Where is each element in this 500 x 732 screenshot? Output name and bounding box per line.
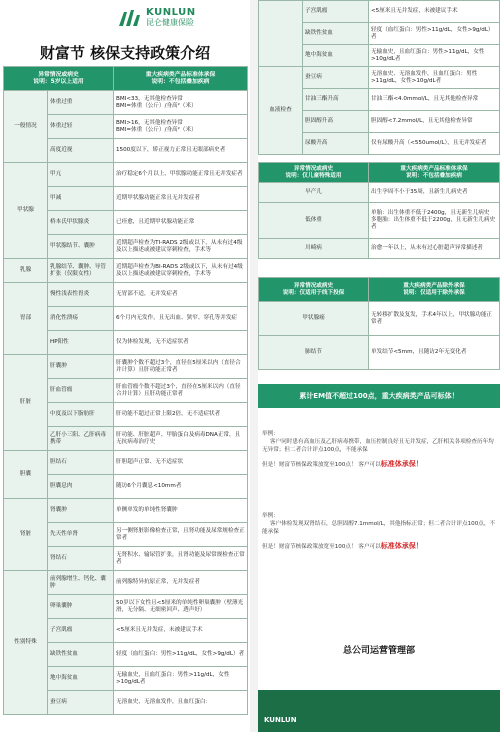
policy-cell: 仅为体检发现，无不适症状者: [114, 331, 248, 355]
condition-cell: 肾结石: [48, 547, 114, 571]
condition-cell: 蚕豆病: [48, 691, 114, 715]
example-2-lead: 但是！财富节核保政策放宽至100点！ 客户可以: [262, 544, 381, 550]
condition-cell: 缺铁性贫血: [48, 643, 114, 667]
policy-cell: 已痊愈，且近期甲状腺功能正常: [114, 211, 248, 235]
condition-cell: 甲状腺结节、囊肿: [48, 235, 114, 259]
example-1-text: 客户同时患有高血压及乙肝病毒携带，血压控制良好且无并发症，乙肝相关各项检查历年均无异常；但二者合计评点100点，不能承保: [262, 439, 494, 453]
page-title: 财富节 核保支持政策介绍: [39, 44, 211, 62]
brand-name: KUNLUN: [146, 7, 196, 18]
policy-cell: 无胃部不适，无并发症者: [114, 283, 248, 307]
policy-cell: 无转移扩散及复发，手术4年以上，甲状腺功能正常者: [369, 302, 500, 336]
policy-cell: 甘油三酯<4.0mmol/L，且无其他检查异常: [369, 89, 500, 111]
condition-cell: 甲减: [48, 187, 114, 211]
example-2-label: 举例：: [262, 513, 279, 519]
condition-cell: 体重过轻: [48, 115, 114, 139]
exclusion-table-grid: [258, 277, 500, 370]
condition-cell: 慢性浅表性胃炎: [48, 283, 114, 307]
table-row: [4, 163, 248, 187]
example-2-text: 客户体检发现双肾结石，总胆固醇7.1mmol/L，其他指标正常；但二者合计评点100点，不能承保: [262, 521, 496, 535]
condition-cell: 卵巢囊肿: [48, 595, 114, 619]
category-cell: 胃部: [4, 283, 48, 355]
condition-cell: 体重过重: [48, 91, 114, 115]
category-cell: 一般情况: [4, 91, 48, 163]
policy-table-continued-grid: [258, 0, 500, 155]
table-row: [4, 91, 248, 115]
category-cell: 甲状腺: [4, 163, 48, 259]
table-row: [259, 1, 500, 23]
condition-cell: 肝血管瘤: [48, 379, 114, 403]
condition-cell: 前列腺增生、钙化、囊肿: [48, 571, 114, 595]
condition-cell: 胆固醇升高: [303, 111, 369, 133]
policy-cell: 胆固醇<7.2mmol/L，且无其他检查异常: [369, 111, 500, 133]
table-header-row: [259, 278, 500, 302]
example-1: [262, 430, 496, 469]
footer-logo: KUNLUN: [264, 716, 297, 724]
policy-cell: 单侧单发的单纯性肾囊肿: [114, 499, 248, 523]
condition-cell: 子宫肌瘤: [303, 1, 369, 23]
category-cell: [259, 1, 303, 67]
condition-cell: 中度及以下脂肪肝: [48, 403, 114, 427]
em-banner: 累计EM值不超过100点，重大疾病类产品可标体！: [258, 384, 500, 408]
policy-cell: 另一侧肾脏影像检查正常，且肾功能及尿常规检查正常者: [114, 523, 248, 547]
policy-table: [3, 66, 248, 715]
policy-cell: 无输血史，且血红蛋白：男性>11g/dL，女性>10g/dL者: [114, 667, 248, 691]
table-row: [4, 571, 248, 595]
example-2-conclusion: [262, 542, 496, 551]
policy-cell: <5厘米且无并发症，未被建议手术: [369, 1, 500, 23]
table-row: [259, 239, 500, 259]
header-policy: 重大疾病类产品除外承保 说明：仅适用于除外承保: [369, 278, 500, 302]
policy-cell: 单发结节<5mm，且随访2年无变化者: [369, 336, 500, 370]
policy-cell: 治愈一年以上，从未有过心脏超声异常描述者: [369, 239, 500, 259]
policy-cell: 无溶血史、无溶血发作，且血红蛋白：: [114, 691, 248, 715]
condition-cell: 肺结节: [259, 336, 369, 370]
policy-cell: 近期超声检查为TI-RADS 2级或以下，从未有过4级及以上描述或被建议穿刺检查，手术等: [114, 235, 248, 259]
policy-cell: 前列腺特异抗原正常，无并发症者: [114, 571, 248, 595]
condition-cell: 肝囊肿: [48, 355, 114, 379]
header-condition: 异常情况或病史 说明：仅适用于线下投保: [259, 278, 369, 302]
header-policy: 重大疾病类产品标准体承保 说明：不包括叠加疾病: [114, 67, 248, 91]
table-row: [259, 183, 500, 203]
condition-cell: 地中海贫血: [48, 667, 114, 691]
table-row: [259, 67, 500, 89]
condition-cell: 胆结石: [48, 451, 114, 475]
condition-cell: 尿酸升高: [303, 133, 369, 155]
example-2: [262, 512, 496, 551]
policy-cell: 肝囊肿个数不超过3个，直径在5厘米以内（直径合并计算）且肝功能正常者: [114, 355, 248, 379]
category-cell: 肾脏: [4, 499, 48, 571]
condition-cell: 甲亢: [48, 163, 114, 187]
policy-cell: 肝胆超声正常、无不适症状: [114, 451, 248, 475]
condition-cell: 蚕豆病: [303, 67, 369, 89]
table-row: [4, 355, 248, 379]
condition-cell: 先天性单肾: [48, 523, 114, 547]
policy-cell: 50岁以下女性且<5厘米的单纯性卵巢囊肿（壁薄光滑，无分隔、无细密回声、透声好）: [114, 595, 248, 619]
right-page: [258, 0, 500, 732]
brand-name-cn: 昆仑健康保险: [146, 18, 194, 27]
policy-cell: 随访6个月囊息<10mm者: [114, 475, 248, 499]
example-2-highlight: 标准体承保！: [380, 542, 423, 550]
category-cell: 胆囊: [4, 451, 48, 499]
brand-logo: [118, 8, 196, 27]
page-divider: [250, 0, 258, 732]
category-cell: 性别特殊: [4, 571, 48, 715]
policy-cell: 仅有尿酸升高（<550umol/L），且无并发症者: [369, 133, 500, 155]
policy-cell: 肝血管瘤个数不超过3个，直径在5厘米以内（直径合并计算）且肝功能正常者: [114, 379, 248, 403]
department-name: 总公司运营管理部: [342, 646, 415, 656]
policy-cell: 无输血史，且血红蛋白：男性>11g/dL，女性>10g/dL者: [369, 45, 500, 67]
policy-cell: 轻度（血红蛋白：男性>11g/dL，女性>9g/dL）者: [369, 23, 500, 45]
example-1-lead: 但是！财富节核保政策放宽至100点！ 客户可以: [262, 462, 381, 468]
condition-cell: 乙肝小三阳、乙肝病毒携带: [48, 427, 114, 451]
policy-cell: 6个月内无发作，且无出血、狭窄、穿孔等并发症: [114, 307, 248, 331]
policy-cell: 治疗稳定6个月以上，甲状腺功能正常且无并发症者: [114, 163, 248, 187]
children-table-grid: [258, 162, 500, 259]
policy-cell: 无溶血史、无溶血发作，且血红蛋白：男性>11g/dL，女性>10g/dL者: [369, 67, 500, 89]
policy-cell: 肝功能、肝脏超声、甲胎蛋白及病毒DNA正常，且无抗病毒治疗史: [114, 427, 248, 451]
category-cell: 肝脏: [4, 355, 48, 451]
table-row: [4, 499, 248, 523]
condition-cell: 桥本氏甲状腺炎: [48, 211, 114, 235]
policy-cell: 无肾积水、输尿管扩张，且肾功能及尿常规检查正常者: [114, 547, 248, 571]
footer-band: [258, 690, 500, 732]
table-row: [4, 283, 248, 307]
condition-cell: 低体重: [259, 203, 369, 239]
condition-cell: 甘油三酯升高: [303, 89, 369, 111]
header-policy: 重大疾病类产品标准体承保 说明：不包括叠加疾病: [369, 163, 500, 183]
table-row: [259, 336, 500, 370]
condition-cell: 缺铁性贫血: [303, 23, 369, 45]
policy-cell: 单胎：出生体重不低于2400g，且无新生儿病史 多胞胎：出生体重不低于2200g，且无新生儿病史者: [369, 203, 500, 239]
policy-cell: BMI<33，无其他检查异常 BMI=体重（公斤）/身高²（米）: [114, 91, 248, 115]
example-1-highlight: 标准体承保！: [380, 460, 423, 468]
condition-cell: 甲状腺癌: [259, 302, 369, 336]
header-condition: 异常情况或病史 说明：仅儿童特殊适用: [259, 163, 369, 183]
logo-icon: [118, 9, 142, 27]
header-condition: 异常情况或病史 说明：5岁以上适用: [4, 67, 114, 91]
category-cell: 乳腺: [4, 259, 48, 283]
condition-cell: HP阳性: [48, 331, 114, 355]
condition-cell: 胆囊息肉: [48, 475, 114, 499]
table-row: [259, 302, 500, 336]
policy-cell: BMI>16，无其他检查异常 BMI=体重（公斤）/身高²（米）: [114, 115, 248, 139]
table-row: [4, 451, 248, 475]
policy-cell: <5厘米且无并发症，未被建议手术: [114, 619, 248, 643]
policy-cell: 出生孕周不小于35周，且新生儿病史者: [369, 183, 500, 203]
policy-cell: 轻度（血红蛋白：男性>11g/dL，女性>9g/dL）者: [114, 643, 248, 667]
condition-cell: 肾囊肿: [48, 499, 114, 523]
condition-cell: 子宫肌瘤: [48, 619, 114, 643]
policy-cell: 肝功能不超过正常上限2倍，无不适症状者: [114, 403, 248, 427]
condition-cell: 川崎病: [259, 239, 369, 259]
policy-cell: 近期超声检查为BI-RADS 2级或以下，从未有过4级及以上描述或被建议穿刺检查，手术等: [114, 259, 248, 283]
example-1-conclusion: [262, 460, 496, 469]
condition-cell: 乳腺结节、囊肿、导管扩张（仅限女性）: [48, 259, 114, 283]
condition-cell: 高度近视: [48, 139, 114, 163]
category-cell: 血液检查: [259, 67, 303, 155]
example-1-label: 举例：: [262, 431, 279, 437]
policy-cell: 1500度以下，矫正视力正常且无眼部病史者: [114, 139, 248, 163]
condition-cell: 地中海贫血: [303, 45, 369, 67]
table-header-row: [259, 163, 500, 183]
condition-cell: 消化性溃疡: [48, 307, 114, 331]
policy-cell: 近期甲状腺功能正常且无并发症者: [114, 187, 248, 211]
table-row: [259, 203, 500, 239]
table-row: [4, 259, 248, 283]
condition-cell: 早产儿: [259, 183, 369, 203]
table-header-row: [4, 67, 248, 91]
